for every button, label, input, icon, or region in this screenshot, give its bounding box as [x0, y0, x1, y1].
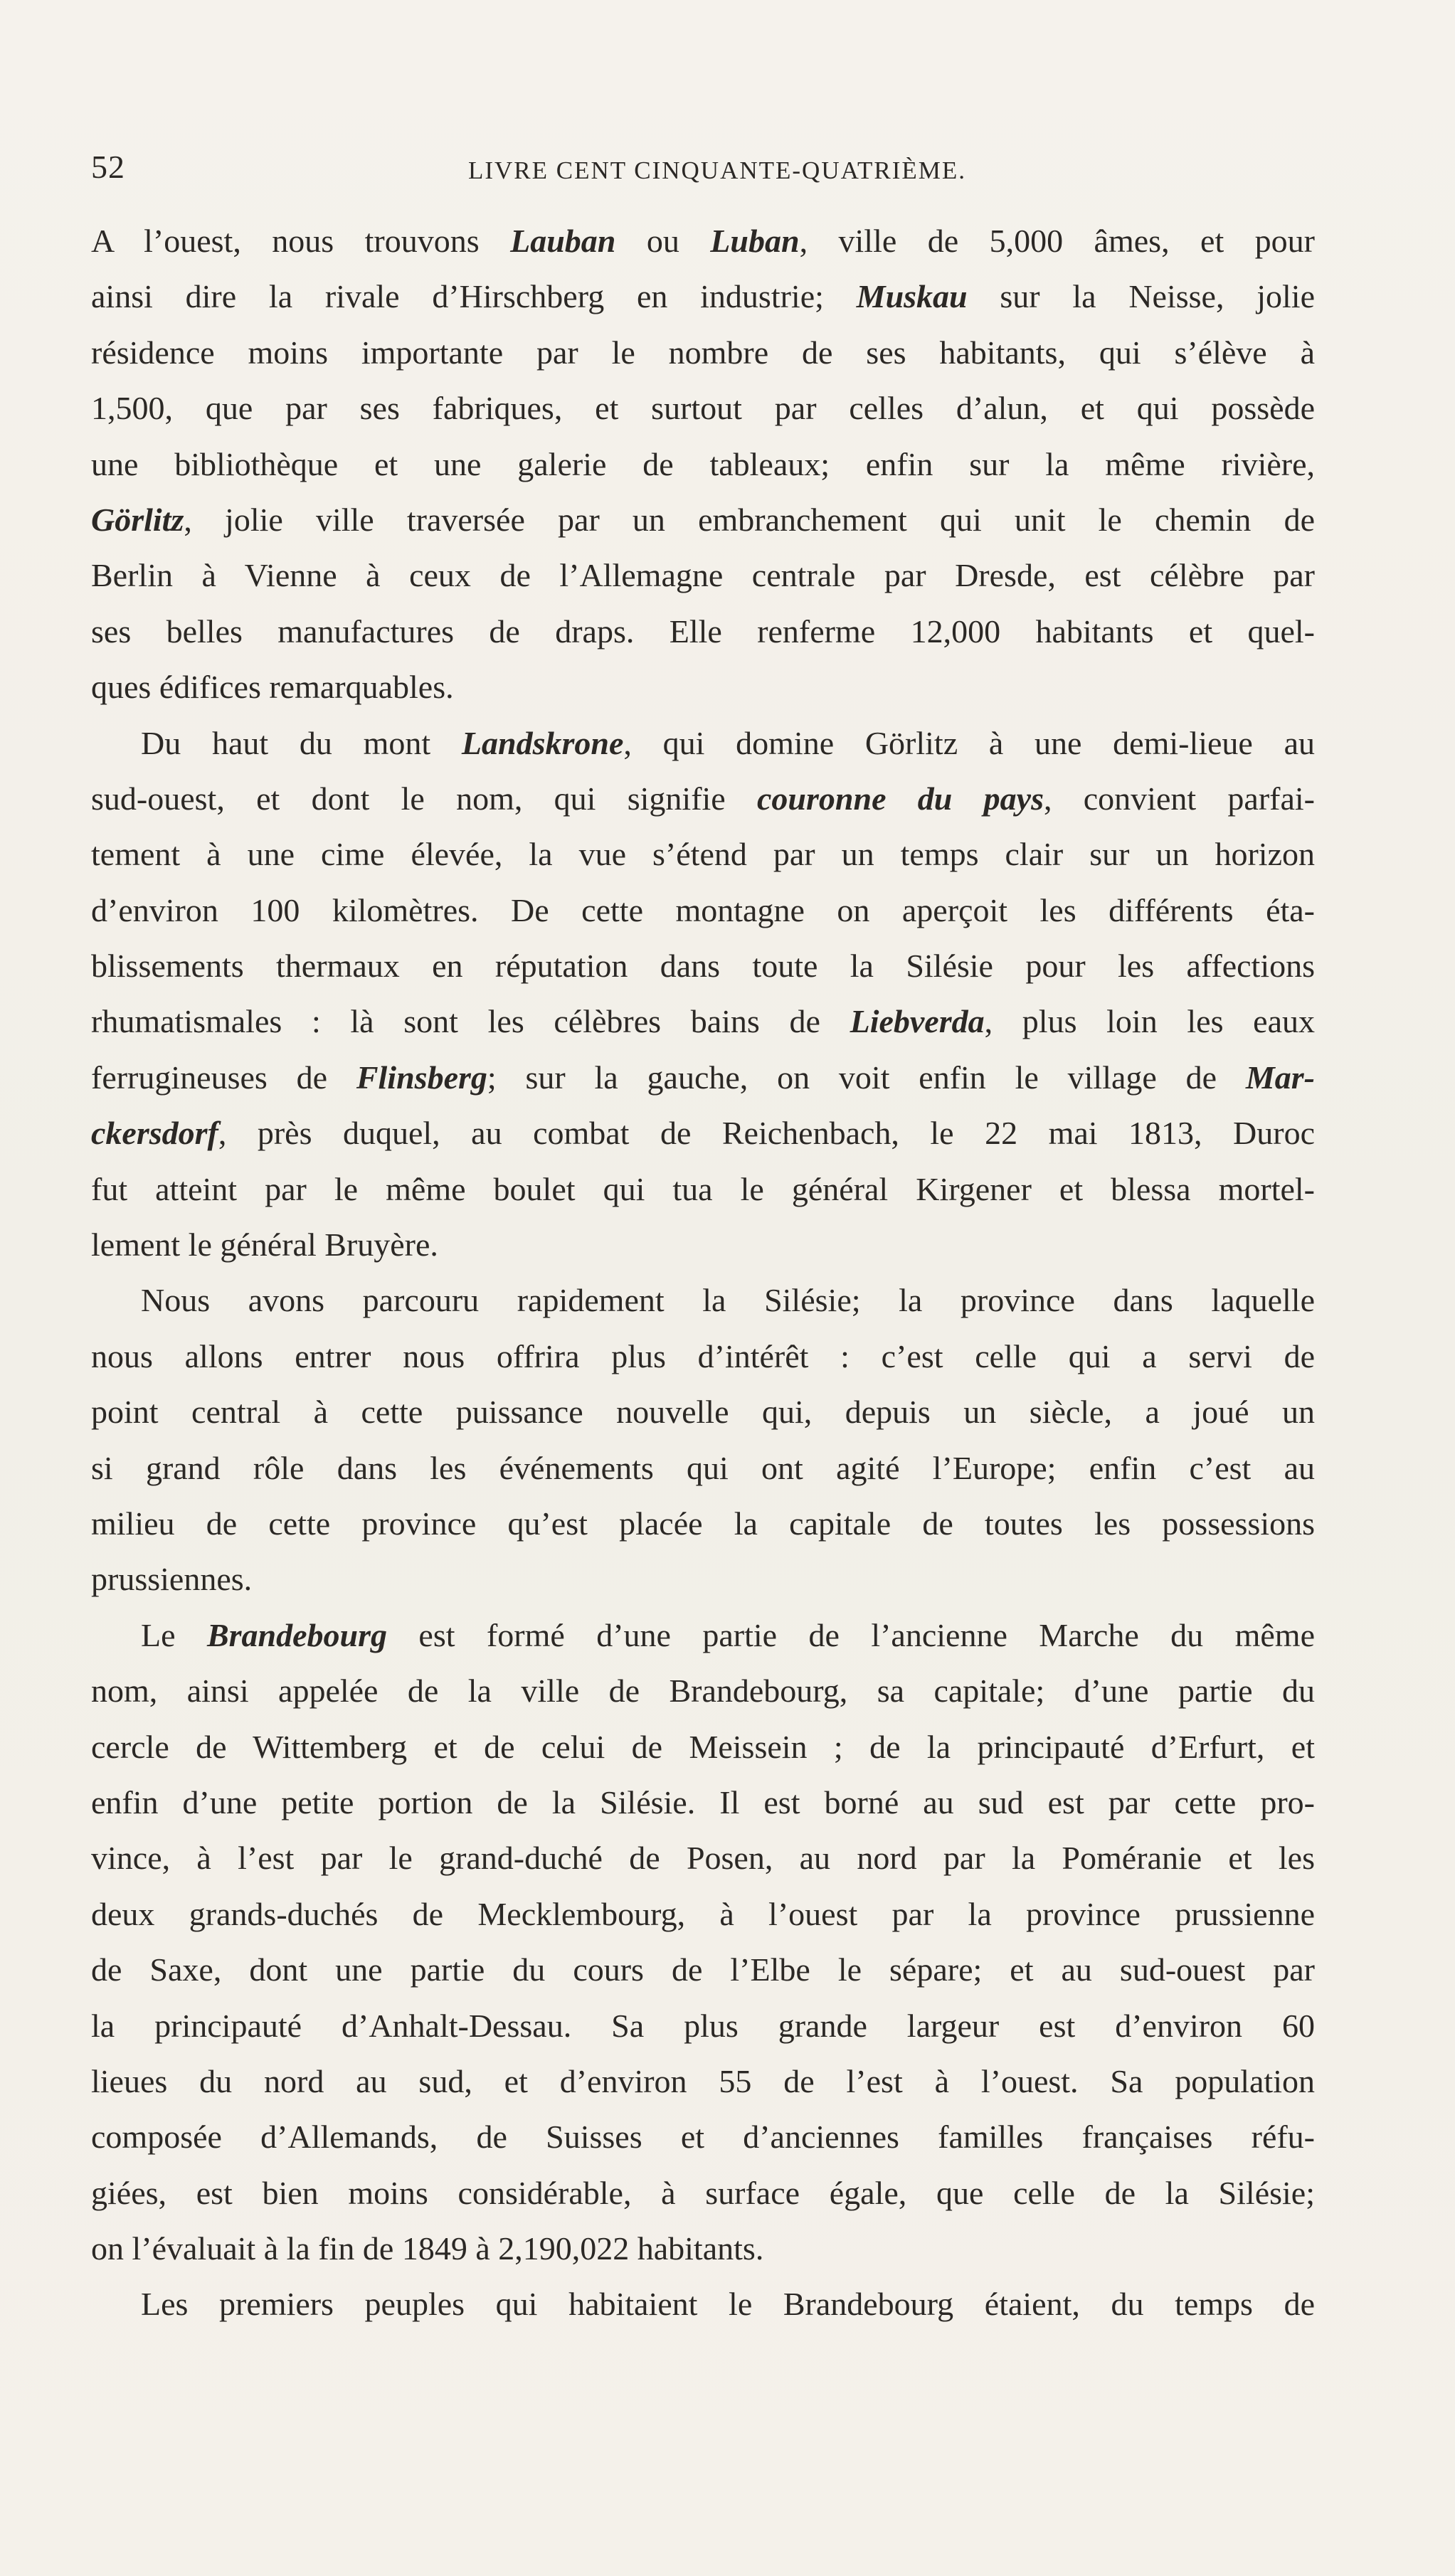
text-run: ques édifices remarquables. — [91, 669, 454, 706]
text-run: on l’évaluait à la fin de 1849 à 2,190,022 habitants. — [91, 2230, 764, 2267]
text-run: , ville de 5,000 âmes, et pour — [799, 223, 1315, 259]
text-line — [91, 1217, 1315, 1273]
text-run: 1,500, que par ses fabriques, et surtout par celles d’alun, et qui possède — [91, 390, 1315, 427]
text-run: prussiennes. — [91, 1561, 253, 1598]
italic-term: Luban — [710, 223, 800, 259]
text-run: est formé d’une partie de l’ancienne Marche du même — [387, 1616, 1315, 1653]
italic-term: Liebverda — [850, 1003, 985, 1040]
text-run: d’environ 100 kilomètres. De cette montagne on aperçoit les différents éta- — [91, 891, 1315, 928]
text-line — [91, 381, 1315, 436]
text-line — [91, 1162, 1315, 1217]
italic-term: Brandebourg — [206, 1616, 388, 1653]
text-line — [91, 2166, 1315, 2221]
text-run: Nous avons parcouru rapidement la Silésie; la province dans laquelle — [141, 1282, 1315, 1319]
text-line — [91, 325, 1315, 381]
text-line — [91, 1106, 1315, 1161]
text-line — [91, 437, 1315, 492]
text-run: deux grands-duchés de Mecklembourg, à l’ouest par la province prussienne — [91, 1895, 1315, 1932]
text-run: , près duquel, au combat de Reichenbach, le 22 mai 1813, Duroc — [218, 1115, 1315, 1152]
text-line — [91, 1273, 1315, 1328]
italic-term: Görlitz — [91, 501, 184, 538]
text-line — [91, 1998, 1315, 2054]
text-line — [91, 827, 1315, 882]
text-line — [91, 1830, 1315, 1886]
text-line — [91, 1384, 1315, 1440]
text-run: Berlin à Vienne à ceux de l’Allemagne centrale par Dresde, est célèbre par — [91, 557, 1315, 594]
running-header — [91, 148, 1315, 191]
text-line — [91, 1887, 1315, 1942]
text-run: ses belles manufactures de draps. Elle renferme 12,000 habitants et quel- — [91, 613, 1315, 650]
text-run: fut atteint par le même boulet qui tua le général Kirgener et blessa mortel- — [91, 1170, 1315, 1207]
text-line — [91, 1663, 1315, 1719]
text-run: tement à une cime élevée, la vue s’étend par un temps clair sur un horizon — [91, 836, 1315, 873]
text-line — [91, 1496, 1315, 1552]
text-line — [91, 1050, 1315, 1106]
text-line — [91, 2054, 1315, 2109]
text-line — [91, 492, 1315, 548]
text-line — [91, 1775, 1315, 1830]
text-run: vince, à l’est par le grand-duché de Posen, au nord par la Poméranie et les — [91, 1840, 1315, 1877]
text-run: Les premiers peuples qui habitaient le Brandebourg étaient, du temps de — [141, 2286, 1315, 2323]
text-run: lement le général Bruyère. — [91, 1226, 438, 1263]
italic-term: Muskau — [856, 278, 968, 315]
text-run: sud-ouest, et dont le nom, qui signifie — [91, 780, 758, 817]
text-run: résidence moins importante par le nombre de ses habitants, qui s’élève à — [91, 334, 1315, 371]
text-line — [91, 2276, 1315, 2332]
text-run: , convient parfai- — [1043, 780, 1315, 817]
text-run: cercle de Wittemberg et de celui de Meissein ; de la principauté d’Erfurt, et — [91, 1728, 1315, 1765]
text-run: sur la Neisse, jolie — [967, 278, 1315, 315]
text-line — [91, 1329, 1315, 1384]
italic-term: Lauban — [510, 223, 616, 259]
text-run: Le — [141, 1616, 207, 1653]
text-run: ; sur la gauche, on voit enfin le village de — [487, 1059, 1246, 1096]
text-run: point central à cette puissance nouvelle qui, depuis un siècle, a joué un — [91, 1394, 1315, 1431]
text-line — [91, 883, 1315, 938]
text-line — [91, 1441, 1315, 1496]
text-run: enfin d’une petite portion de la Silésie. Il est borné au sud est par cette pro- — [91, 1783, 1315, 1820]
text-run: , plus loin les eaux — [984, 1003, 1315, 1040]
text-run: , qui domine Görlitz à une demi-lieue au — [623, 724, 1315, 761]
text-line — [91, 1552, 1315, 1607]
text-line — [91, 938, 1315, 994]
text-run: giées, est bien moins considérable, à surface égale, que celle de la Silésie; — [91, 2174, 1315, 2211]
text-run: une bibliothèque et une galerie de tableaux; enfin sur la même rivière, — [91, 445, 1315, 482]
text-line — [91, 548, 1315, 603]
text-line — [91, 604, 1315, 659]
text-line — [91, 771, 1315, 827]
text-line — [91, 1719, 1315, 1775]
text-run: nom, ainsi appelée de la ville de Brandebourg, sa capitale; d’une partie du — [91, 1673, 1315, 1710]
text-line — [91, 2221, 1315, 2276]
text-run: milieu de cette province qu’est placée la capitale de toutes les possessions — [91, 1505, 1315, 1542]
text-line — [91, 994, 1315, 1049]
italic-term: Flinsberg — [356, 1059, 487, 1096]
text-run: nous allons entrer nous offrira plus d’intérêt : c’est celle qui a servi de — [91, 1337, 1315, 1374]
text-line — [91, 2109, 1315, 2165]
text-run: ou — [615, 223, 711, 259]
page-number: 52 — [91, 149, 125, 185]
body-text — [91, 213, 1315, 2333]
text-run: rhumatismales : là sont les célèbres bains de — [91, 1003, 850, 1040]
text-line — [91, 1942, 1315, 1998]
text-run: si grand rôle dans les événements qui ont agité l’Europe; enfin c’est au — [91, 1449, 1315, 1486]
text-run: ferrugineuses de — [91, 1059, 356, 1096]
italic-term: Landskrone — [461, 724, 624, 761]
text-run: la principauté d’Anhalt-Dessau. Sa plus grande largeur est d’environ 60 — [91, 2007, 1315, 2044]
text-line — [91, 716, 1315, 771]
text-line — [91, 659, 1315, 715]
text-run: lieues du nord au sud, et d’environ 55 de l’est à l’ouest. Sa population — [91, 2062, 1315, 2099]
running-title: LIVRE CENT CINQUANTE-QUATRIÈME. — [467, 157, 967, 184]
text-line — [91, 1608, 1315, 1663]
text-run: ainsi dire la rivale d’Hirschberg en industrie; — [91, 278, 857, 315]
text-run: A l’ouest, nous trouvons — [91, 223, 511, 259]
text-line — [91, 213, 1315, 269]
italic-term: couronne du pays — [757, 780, 1044, 817]
text-line — [91, 269, 1315, 324]
text-run: composée d’Allemands, de Suisses et d’anciennes familles françaises réfu- — [91, 2119, 1315, 2156]
text-run: , jolie ville traversée par un embranchement qui unit le chemin de — [184, 501, 1315, 538]
text-run: Du haut du mont — [141, 724, 462, 761]
text-run: blissements thermaux en réputation dans toute la Silésie pour les affections — [91, 948, 1315, 985]
italic-term: Mar- — [1245, 1059, 1315, 1096]
italic-term: ckersdorf — [91, 1115, 218, 1152]
text-run: de Saxe, dont une partie du cours de l’Elbe le sépare; et au sud-ouest par — [91, 1951, 1315, 1988]
